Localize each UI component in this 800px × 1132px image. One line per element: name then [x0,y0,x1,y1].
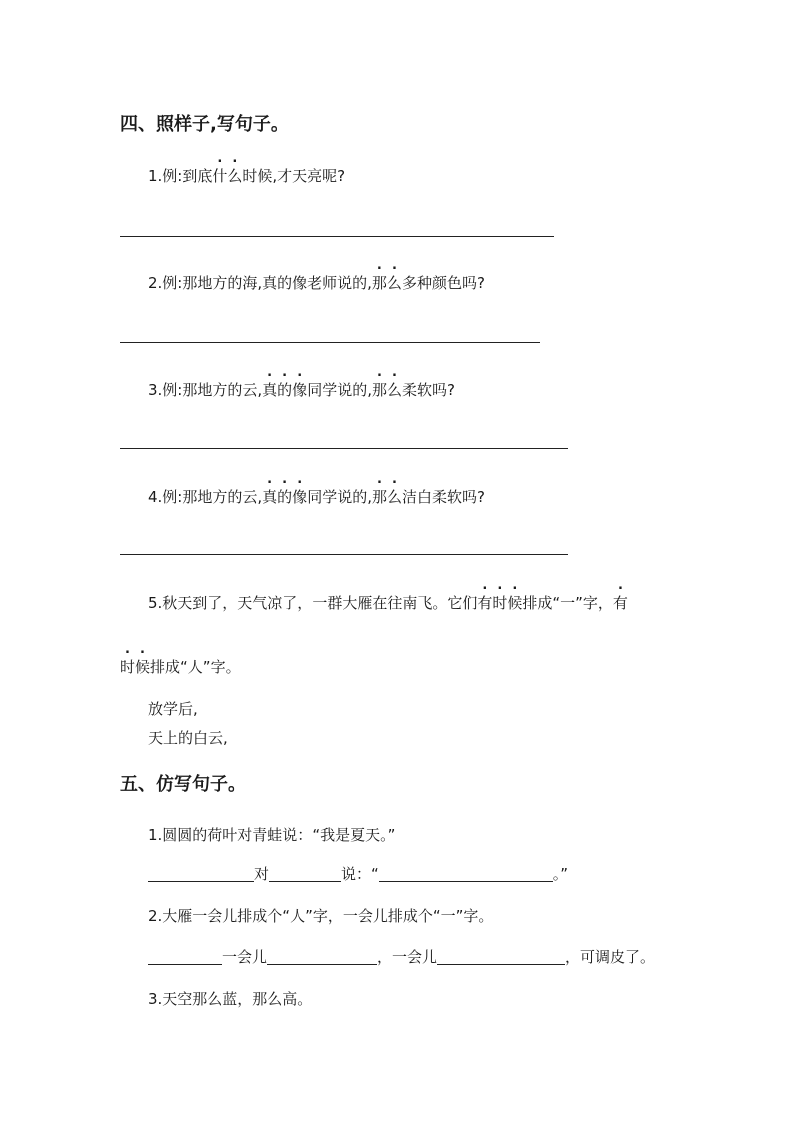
imitation-2-fill: 一会儿 ，一会儿 ，可调皮了。 [148,946,655,967]
emphasized-character: 真 [262,488,278,506]
emphasized-character: 那 [371,381,387,399]
emphasized-words [372,381,402,399]
emphasized-character: 那 [371,488,387,506]
emphasized-character: 么 [227,167,243,185]
emphasized-words [477,594,522,612]
emphasized-character: 么 [386,488,402,506]
fill-blank[interactable] [379,865,553,882]
emphasized-words [212,167,242,185]
fill-blank[interactable] [269,865,341,882]
emphasized-character: 有 [477,594,493,612]
exercise-5-line-1: 5.秋天到了，天气凉了，一群大雁在往南飞。它们有时候排成“一”字，有 [148,594,628,612]
emphasized-character: 候 [507,594,523,612]
answer-line-1[interactable] [120,236,554,237]
imitation-3-example: 3.天空那么蓝，那么高。 [148,990,313,1008]
emphasized-character: 像 [292,488,308,506]
emphasized-character: 的 [277,488,293,506]
emphasized-character: 时 [492,594,508,612]
answer-line-2[interactable] [120,342,540,343]
emphasized-words [372,488,402,506]
section-4-title: 四、照样子,写句子。 [120,114,289,135]
emphasized-character: 候 [135,658,151,676]
prompt-after-school: 放学后, [148,700,198,718]
imitation-1-example: 1.圆圆的荷叶对青蛙说：“我是夏天。” [148,826,396,844]
answer-line-4[interactable] [120,554,568,555]
emphasized-character: 时 [120,658,136,676]
exercise-1-example: 1.例:到底什么时候,才天亮呢? [148,167,346,185]
exercise-4-example: 4.例:那地方的云,真的像同学说的,那么洁白柔软吗? [148,488,485,506]
emphasized-character: 什 [212,167,228,185]
prompt-white-clouds: 天上的白云, [148,729,228,747]
fill-blank[interactable] [148,865,254,882]
emphasized-character: 像 [292,381,308,399]
emphasized-character: 么 [386,381,402,399]
emphasized-words [120,658,150,676]
emphasized-character: 么 [386,274,402,292]
emphasized-character: 那 [371,274,387,292]
fill-blank[interactable] [437,948,565,965]
exercise-2-example: 2.例:那地方的海,真的像老师说的,那么多种颜色吗? [148,274,485,292]
fill-blank[interactable] [148,948,222,965]
section-5-title: 五、仿写句子。 [120,774,246,795]
emphasized-character: 有 [612,594,628,612]
emphasized-character: 真 [262,381,278,399]
fill-blank[interactable] [267,948,377,965]
emphasized-character: 的 [277,381,293,399]
emphasized-words [262,381,307,399]
exercise-3-example: 3.例:那地方的云,真的像同学说的,那么柔软吗? [148,381,455,399]
imitation-1-fill: 对 说：“ 。” [148,863,568,884]
imitation-2-example: 2.大雁一会儿排成个“人”字，一会儿排成个“一”字。 [148,907,494,925]
emphasized-words [613,594,628,612]
emphasized-words [262,488,307,506]
answer-line-3[interactable] [120,448,568,449]
emphasized-words [372,274,402,292]
exercise-5-line-2: 时候排成“人”字。 [120,658,241,676]
